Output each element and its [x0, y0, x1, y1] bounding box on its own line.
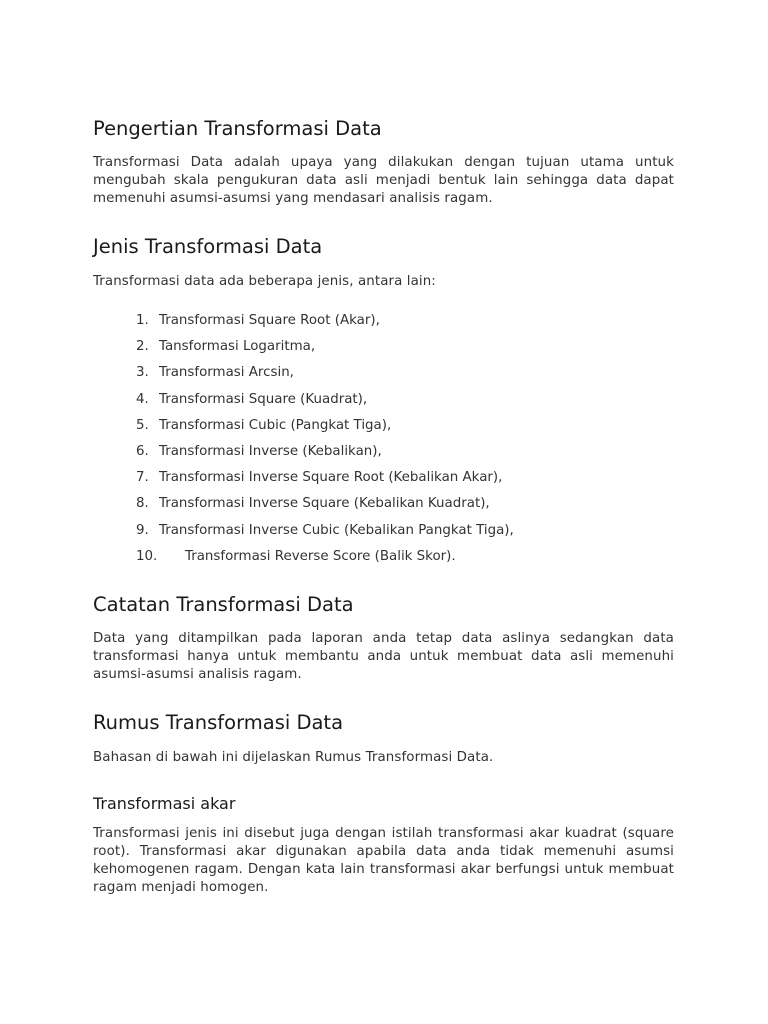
list-item: 3. Transformasi Arcsin, — [136, 365, 294, 381]
paragraph-jenis-intro: Transformasi data ada beberapa jenis, antara lain: — [93, 274, 436, 289]
heading-rumus: Rumus Transformasi Data — [93, 711, 344, 735]
list-item: 8. Transformasi Inverse Square (Kebalikan Kuadrat), — [136, 496, 490, 512]
paragraph-pengertian: Transformasi Data adalah upaya yang dilakukan dengan tujuan utama untuk mengubah skala pengukuran data asli menjadi bentuk lain sehingga data dapat memenuhi asumsi-asumsi yang mendasari analisis ragam. — [93, 155, 674, 206]
heading-pengertian: Pengertian Transformasi Data — [93, 117, 382, 140]
list-item: 1. Transformasi Square Root (Akar), — [136, 313, 380, 328]
heading-jenis: Jenis Transformasi Data — [93, 235, 323, 258]
list-item: 5. Transformasi Cubic (Pangkat Tiga), — [136, 417, 392, 433]
list-item: 4. Transformasi Square (Kuadrat), — [136, 391, 368, 407]
paragraph-transformasi-akar: Transformasi jenis ini disebut juga dengan istilah transformasi akar kuadrat (square root). Transformasi akar digunakan apabila data anda tidak memenuhi asumsi kehomogenen ragam. Dengan kata lain transformasi akar berfungsi untuk membuat ragam menjadi homogen. — [93, 826, 674, 896]
list-item: 7. Transformasi Inverse Square Root (Kebalikan Akar), — [136, 470, 503, 486]
paragraph-rumus: Bahasan di bawah ini dijelaskan Rumus Transformasi Data. — [93, 750, 494, 766]
paragraph-catatan: Data yang ditampilkan pada laporan anda tetap data aslinya sedangkan data transformasi hanya untuk membantu anda untuk membuat data asli memenuhi asumsi-asumsi analisis ragam. — [93, 631, 674, 683]
heading-catatan: Catatan Transformasi Data — [93, 593, 354, 617]
document-page — [93, 116, 674, 897]
list-item: 10. Transformasi Reverse Score (Balik Skor). — [136, 548, 456, 564]
list-item: 6. Transformasi Inverse (Kebalikan), — [136, 444, 382, 460]
transformation-types-list — [93, 308, 674, 570]
heading-transformasi-akar: Transformasi akar — [93, 794, 236, 814]
list-item: 9. Transformasi Inverse Cubic (Kebalikan Pangkat Tiga), — [136, 522, 514, 538]
list-item: 2. Tansformasi Logaritma, — [136, 339, 316, 355]
